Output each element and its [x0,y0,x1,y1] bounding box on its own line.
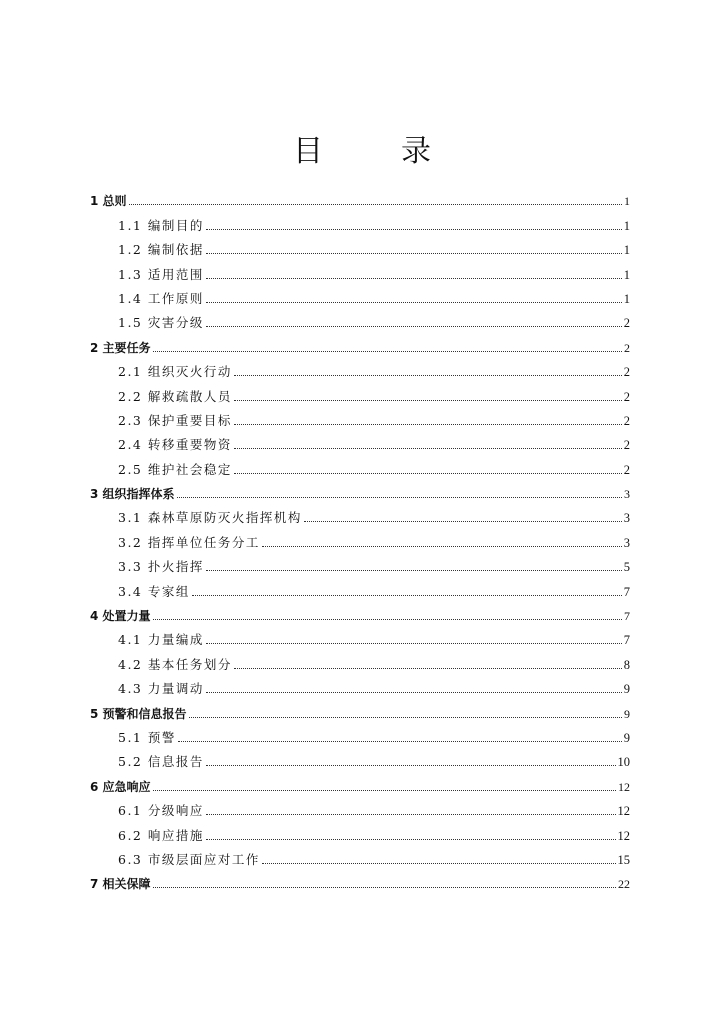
toc-section-entry[interactable] [90,379,630,403]
toc-entry-label: 4.3 力量调动 [118,681,204,697]
dot-leader [262,863,616,864]
toc-section-entry[interactable] [90,257,630,281]
toc-section-entry[interactable] [90,818,630,842]
toc-section-entry[interactable] [90,452,630,476]
toc-entry-label: 5.1 预警 [118,729,176,745]
dot-leader [153,887,616,888]
dot-leader [234,375,622,376]
toc-chapter-entry[interactable] [90,477,630,501]
toc-section-entry[interactable] [90,355,630,379]
toc-entry-page-number: 3 [624,487,630,502]
toc-entry-page-number: 9 [624,706,630,721]
dot-leader [234,668,622,669]
toc-section-entry[interactable] [90,306,630,330]
toc-section-entry[interactable] [90,843,630,867]
toc-entry-page-number: 7 [623,633,630,648]
toc-section-entry[interactable] [90,525,630,549]
toc-entry-label: 4 处置力量 [90,609,151,624]
toc-entry-label: 2.4 转移重要物资 [118,437,232,453]
toc-chapter-entry[interactable] [90,696,630,720]
toc-chapter-entry[interactable] [90,599,630,623]
toc-entry-label: 2 主要任务 [90,340,151,355]
toc-section-entry[interactable] [90,623,630,647]
toc-entry-page-number: 3 [623,511,630,526]
toc-entry-page-number: 9 [623,730,630,745]
toc-entry-page-number: 12 [618,779,630,794]
dot-leader [153,619,622,620]
toc-chapter-entry[interactable] [90,184,630,208]
toc-section-entry[interactable] [90,428,630,452]
toc-entry-page-number: 2 [624,340,630,355]
dot-leader [206,814,616,815]
toc-entry-page-number: 2 [623,316,630,331]
toc-entry-label: 3.2 指挥单位任务分工 [118,534,260,550]
toc-entry-label: 1.4 工作原则 [118,290,204,306]
dot-leader [304,521,622,522]
toc-entry-page-number: 7 [624,609,630,624]
dot-leader [153,351,622,352]
toc-entry-label: 3.3 扑火指挥 [118,559,204,575]
toc-entry-page-number: 1 [623,243,630,258]
toc-section-entry[interactable] [90,208,630,232]
dot-leader [206,839,616,840]
toc-entry-label: 1.2 编制依据 [118,242,204,258]
dot-leader [234,400,622,401]
toc-section-entry[interactable] [90,404,630,428]
toc-entry-label: 2.1 组织灭火行动 [118,364,232,380]
toc-entry-label: 6.1 分级响应 [118,803,204,819]
toc-entry-label: 6.3 市级层面应对工作 [118,851,260,867]
toc-chapter-entry[interactable] [90,867,630,891]
toc-section-entry[interactable] [90,550,630,574]
toc-chapter-entry[interactable] [90,769,630,793]
toc-chapter-entry[interactable] [90,330,630,354]
dot-leader [206,692,622,693]
toc-entry-label: 1.5 灾害分级 [118,315,204,331]
toc-entry-label: 1.3 适用范围 [118,266,204,282]
toc-section-entry[interactable] [90,672,630,696]
toc-entry-page-number: 2 [623,438,630,453]
toc-entry-page-number: 8 [623,657,630,672]
toc-entry-page-number: 15 [617,852,630,867]
dot-leader [189,717,622,718]
dot-leader [178,741,622,742]
toc-entry-page-number: 7 [623,584,630,599]
toc-section-entry[interactable] [90,794,630,818]
dot-leader [192,595,622,596]
toc-entry-label: 5 预警和信息报告 [90,706,187,721]
toc-list [90,184,630,891]
toc-entry-label: 4.1 力量编成 [118,632,204,648]
dot-leader [206,765,616,766]
dot-leader [206,302,622,303]
toc-entry-page-number: 1 [623,267,630,282]
toc-section-entry[interactable] [90,282,630,306]
dot-leader [206,570,622,571]
toc-section-entry[interactable] [90,647,630,671]
toc-entry-label: 1.1 编制目的 [118,217,204,233]
toc-entry-page-number: 2 [623,413,630,428]
dot-leader [234,424,622,425]
toc-entry-page-number: 2 [623,389,630,404]
toc-entry-page-number: 12 [617,828,630,843]
dot-leader [234,473,622,474]
dot-leader [206,326,622,327]
toc-entry-page-number: 5 [623,560,630,575]
toc-entry-label: 3 组织指挥体系 [90,487,175,502]
toc-entry-label: 7 相关保障 [90,877,151,892]
dot-leader [177,497,622,498]
toc-section-entry[interactable] [90,721,630,745]
dot-leader [206,643,622,644]
toc-entry-label: 2.3 保护重要目标 [118,412,232,428]
toc-entry-label: 5.2 信息报告 [118,754,204,770]
toc-entry-page-number: 2 [623,462,630,477]
toc-section-entry[interactable] [90,233,630,257]
dot-leader [234,448,622,449]
toc-section-entry[interactable] [90,574,630,598]
toc-entry-label: 6 应急响应 [90,779,151,794]
toc-entry-label: 2.5 维护社会稳定 [118,461,232,477]
toc-entry-label: 6.2 响应措施 [118,827,204,843]
toc-section-entry[interactable] [90,745,630,769]
toc-entry-label: 3.4 专家组 [118,583,190,599]
toc-entry-label: 4.2 基本任务划分 [118,656,232,672]
toc-section-entry[interactable] [90,501,630,525]
page-title: 目 录 [293,134,455,169]
dot-leader [262,546,622,547]
toc-entry-label: 1 总则 [90,194,127,209]
toc-entry-page-number: 1 [624,194,630,209]
toc-entry-page-number: 10 [617,755,630,770]
dot-leader [153,790,616,791]
toc-entry-page-number: 3 [623,535,630,550]
toc-entry-page-number: 22 [618,877,630,892]
toc-entry-label: 3.1 森林草原防灭火指挥机构 [118,510,302,526]
dot-leader [206,229,622,230]
toc-entry-page-number: 1 [623,291,630,306]
dot-leader [206,253,622,254]
toc-entry-label: 2.2 解救疏散人员 [118,388,232,404]
toc-entry-page-number: 1 [623,218,630,233]
toc-entry-page-number: 9 [623,682,630,697]
dot-leader [129,204,622,205]
toc-entry-page-number: 12 [617,804,630,819]
dot-leader [206,278,622,279]
toc-entry-page-number: 2 [623,365,630,380]
